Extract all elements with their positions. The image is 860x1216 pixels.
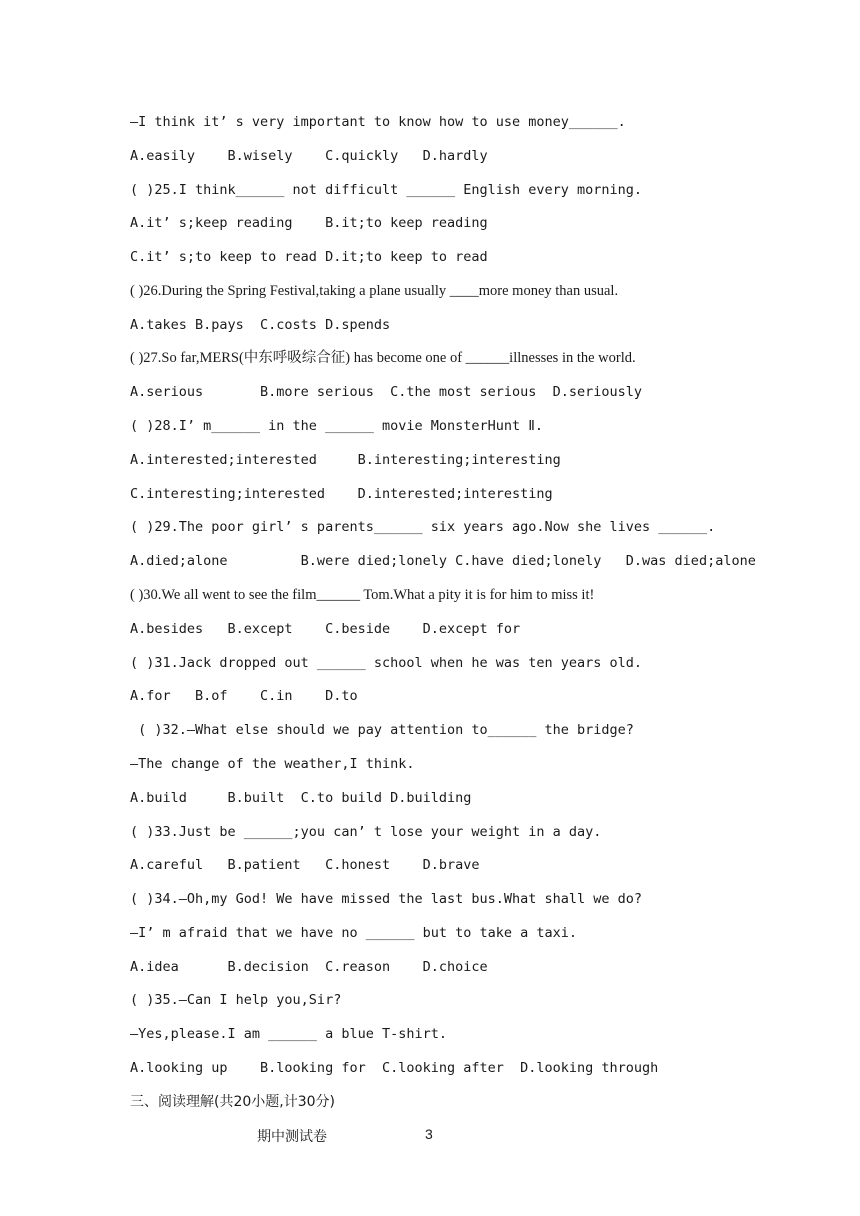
question-24-line: —I think it’ s very important to know how to use money______. bbox=[130, 114, 626, 130]
question-26-line: ( )26.During the Spring Festival,taking a plane usually ____more money than usual. bbox=[130, 283, 619, 299]
question-33-line: ( )33.Just be ______;you can’ t lose your weight in a day. bbox=[130, 824, 602, 840]
question-31-options: A.for B.of C.in D.to bbox=[130, 688, 358, 704]
question-32-options: A.build B.built C.to build D.building bbox=[130, 790, 472, 806]
question-35-options: A.looking up B.looking for C.looking after D.looking through bbox=[130, 1060, 659, 1076]
question-25-line: ( )25.I think______ not difficult ______ English every morning. bbox=[130, 182, 643, 198]
section-heading-reading: 三、阅读理解(共20小题,计30分) bbox=[130, 1094, 336, 1110]
question-28-line: ( )28.I’ m______ in the ______ movie MonsterHunt Ⅱ. bbox=[130, 418, 544, 434]
question-29-options: A.died;alone B.were died;lonely C.have died;lonely D.was died;alone bbox=[130, 553, 756, 569]
question-32-line: ( )32.—What else should we pay attention to______ the bridge? bbox=[130, 722, 634, 738]
question-29-line: ( )29.The poor girl’ s parents______ six years ago.Now she lives ______. bbox=[130, 519, 716, 535]
question-25-options-ab: A.it’ s;keep reading B.it;to keep reading bbox=[130, 215, 488, 231]
question-28-options-cd: C.interesting;interested D.interested;interesting bbox=[130, 486, 553, 502]
question-28-options-ab: A.interested;interested B.interesting;interesting bbox=[130, 452, 561, 468]
question-25-options-cd: C.it’ s;to keep to read D.it;to keep to read bbox=[130, 249, 488, 265]
question-26-options: A.takes B.pays C.costs D.spends bbox=[130, 317, 391, 333]
question-35-answer: —Yes,please.I am ______ a blue T-shirt. bbox=[130, 1026, 447, 1042]
question-30-options: A.besides B.except C.beside D.except for bbox=[130, 621, 521, 637]
question-33-options: A.careful B.patient C.honest D.brave bbox=[130, 857, 480, 873]
question-34-line: ( )34.—Oh,my God! We have missed the last bus.What shall we do? bbox=[130, 891, 643, 907]
question-27-line: ( )27.So far,MERS(中东呼吸综合征) has become one of ______illnesses in the world. bbox=[130, 350, 636, 366]
question-27-options: A.serious B.more serious C.the most serious D.seriously bbox=[130, 384, 643, 400]
question-34-options: A.idea B.decision C.reason D.choice bbox=[130, 959, 488, 975]
question-24-options: A.easily B.wisely C.quickly D.hardly bbox=[130, 148, 488, 164]
question-32-answer: —The change of the weather,I think. bbox=[130, 756, 415, 772]
question-31-line: ( )31.Jack dropped out ______ school when he was ten years old. bbox=[130, 655, 643, 671]
footer-title: 期中测试卷 bbox=[257, 1129, 327, 1145]
question-35-line: ( )35.—Can I help you,Sir? bbox=[130, 992, 342, 1008]
question-34-answer: —I’ m afraid that we have no ______ but to take a taxi. bbox=[130, 925, 578, 941]
page-number: 3 bbox=[425, 1126, 433, 1142]
question-30-line: ( )30.We all went to see the film______ Tom.What a pity it is for him to miss it! bbox=[130, 587, 595, 603]
